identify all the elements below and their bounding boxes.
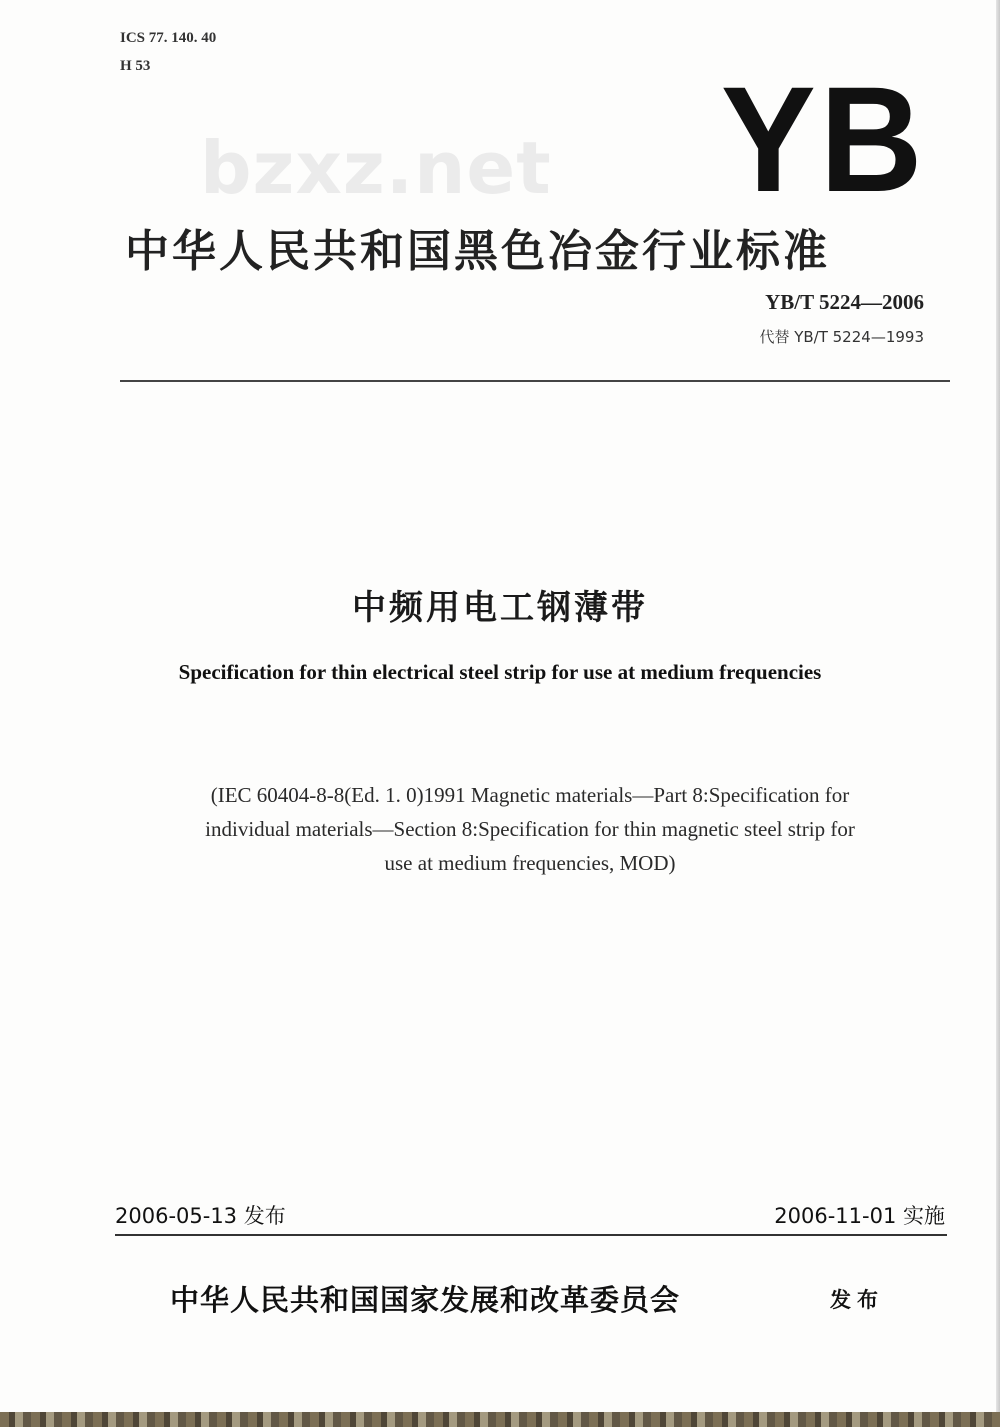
header-divider bbox=[120, 380, 950, 382]
adoption-line-3: use at medium frequencies, MOD) bbox=[384, 851, 676, 875]
replaced-standard: 代替 YB/T 5224—1993 bbox=[759, 328, 924, 346]
issue-date: 2006-05-13 发布 bbox=[115, 1204, 286, 1228]
adoption-note bbox=[110, 778, 950, 880]
issuing-authority: 中华人民共和国国家发展和改革委员会 bbox=[170, 1283, 681, 1317]
ics-code: ICS 77. 140. 40 bbox=[120, 30, 217, 46]
standard-number: YB/T 5224—2006 bbox=[765, 290, 924, 314]
implementation-date: 2006-11-01 实施 bbox=[774, 1204, 945, 1228]
adoption-line-1: (IEC 60404-8-8(Ed. 1. 0)1991 Magnetic materials—Part 8:Specification for bbox=[210, 783, 850, 807]
adoption-line-2: individual materials—Section 8:Specification for thin magnetic steel strip for bbox=[205, 817, 855, 841]
footer-divider bbox=[115, 1234, 947, 1236]
document-title-en: Specification for thin electrical steel strip for use at medium frequencies bbox=[178, 660, 822, 684]
watermark: bzxz.net bbox=[200, 126, 552, 210]
industry-standard-title: 中华人民共和国黑色冶金行业标准 bbox=[125, 226, 830, 277]
page-edge bbox=[996, 0, 1000, 1412]
classification-code: H 53 bbox=[120, 58, 151, 74]
document-title-cn: 中频用电工钢薄带 bbox=[352, 588, 648, 628]
scan-background-strip bbox=[0, 1412, 1000, 1427]
publish-label: 发布 bbox=[830, 1288, 884, 1312]
yb-standard-logo: YB bbox=[720, 55, 926, 223]
